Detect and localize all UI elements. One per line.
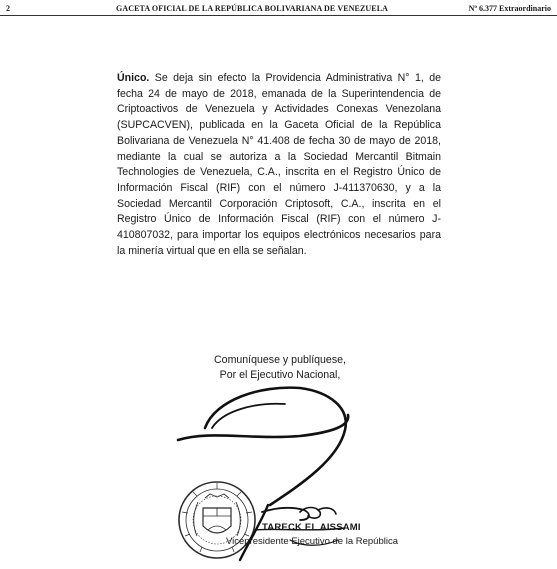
gazette-title: GACETA OFICIAL DE LA REPÚBLICA BOLIVARIANA DE VENEZUELA — [116, 4, 389, 13]
page-number: 2 — [6, 4, 10, 13]
handwritten-signature — [178, 388, 348, 560]
article-text: Se deja sin efecto la Providencia Administrativa N° 1, de fecha 24 de mayo de 2018, emanada de la Superintendencia de Criptoactivos de Venezuela y Actividades Conexas Venezolana (SUPCACVEN), publicada en la Gaceta Oficial de la República Bolivariana de Venezuela N° 41.408 de fecha 30 de mayo de 2018, mediante la cual se autoriza a la Sociedad Mercantil Bitmain Technologies de Venezuela, C.A., inscrita en el Registro Único de Información Fiscal (RIF) con el número J-411370630, y a la Sociedad Mercantil Corporación Criptosoft, C.A., inscrita en el Registro Único de Información Fiscal (RIF) con el número J-410807032, para importar los equipos electrónicos necesarios para la minería virtual que en ella se señalan. — [117, 72, 441, 257]
closing-line-2: Por el Ejecutivo Nacional, — [219, 369, 341, 381]
closing-block — [180, 353, 380, 383]
page-header — [0, 0, 557, 16]
article-label: Único. — [117, 72, 150, 84]
article-paragraph — [117, 71, 441, 259]
signatory-name: TARECK EL AISSAMI — [262, 522, 361, 533]
closing-line-1: Comuníquese y publíquese, — [214, 354, 346, 366]
header-rule — [0, 15, 557, 16]
signatory-role: Vicepresidente Ejecutivo de la República — [226, 536, 398, 547]
issue-number: Nº 6.377 Extraordinario — [468, 4, 551, 13]
